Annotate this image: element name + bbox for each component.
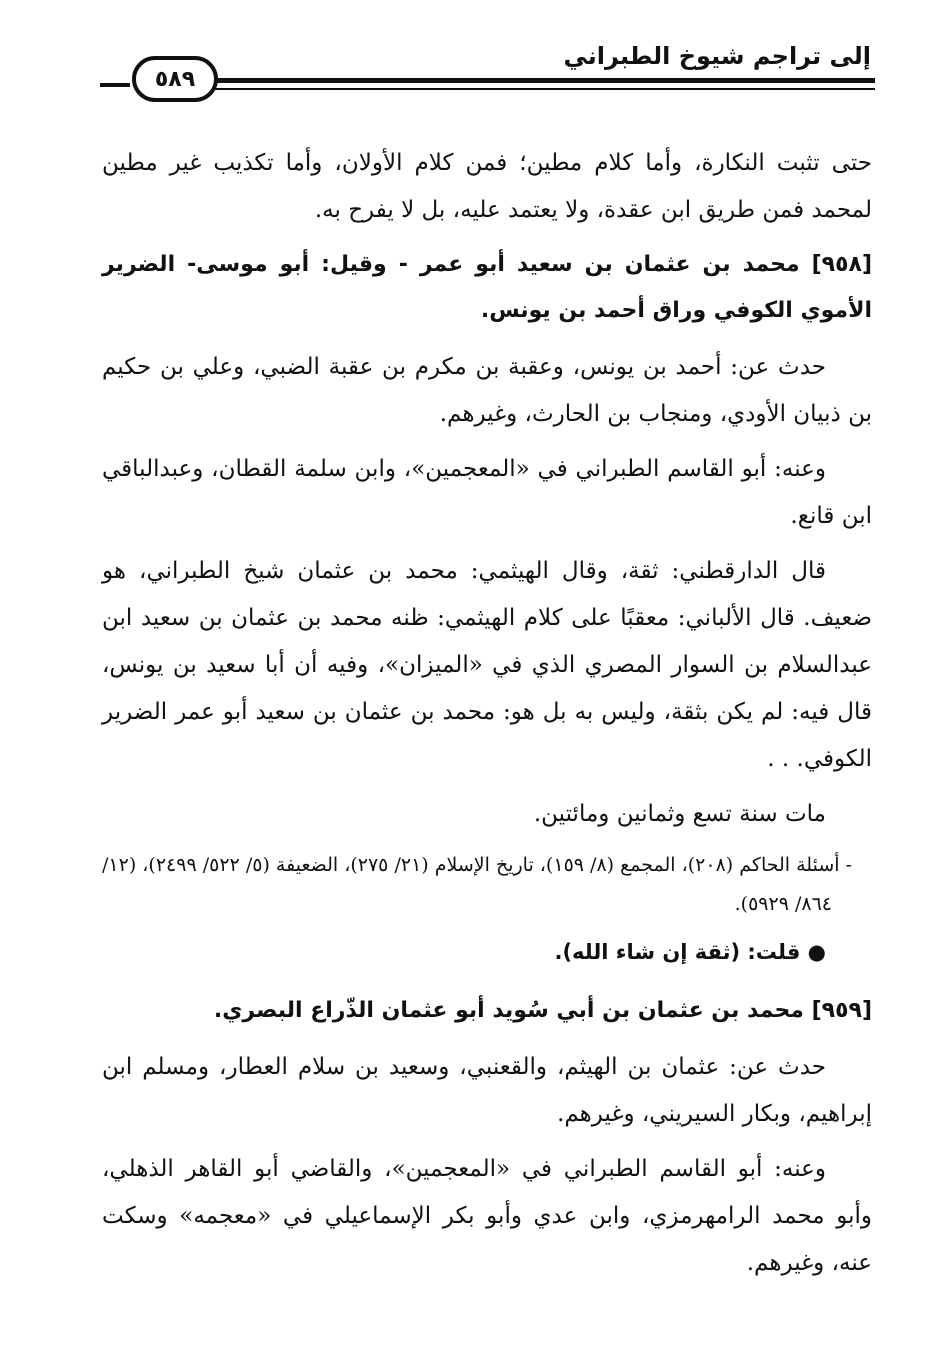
entry-959-narrators: وعنه: أبو القاسم الطبراني في «المعجمين»، والقاضي أبو القاهر الذهلي، وأبو محمد الرامهرمزي، وابن عدي وأبو بكر الإسماعيلي في «معجمه» وسكت عنه، وغيرهم.: [102, 1156, 872, 1276]
entry-958-death: مات سنة تسع وثمانين ومائتين.: [533, 801, 826, 827]
entry-958-verdict: ● قلت: (ثقة إن شاء الله).: [554, 940, 826, 964]
entry-958-grading: قال الدارقطني: ثقة، وقال الهيثمي: محمد بن عثمان شيخ الطبراني، هو ضعيف. قال الألباني: معقبًا على كلام الهيثمي: ظنه محمد بن عثمان بن سعيد ابن عبدالسلام بن السوار المصري الذي في «الميزان»، وفيه أن أبا سعيد بن يونس، قال فيه: لم يكن بثقة، وليس به بل هو: محمد بن عثمان بن سعيد أبو عمر الضرير الكوفي. . .: [102, 558, 872, 772]
entry-958-sources: - أسئلة الحاكم (٢٠٨)، المجمع (٨/ ١٥٩)، تاريخ الإسلام (٢١/ ٢٧٥)، الضعيفة (٥/ ٥٢٢/ ٢٤٩٩)، (١٢/ ٨٦٤/ ٥٩٢٩).: [102, 854, 852, 915]
header-rule-thick: [215, 78, 875, 83]
running-title: إلى تراجم شيوخ الطبراني: [563, 42, 871, 70]
entry-959-narrated-from: حدث عن: عثمان بن الهيثم، والقعنبي، وسعيد بن سلام العطار، ومسلم ابن إبراهيم، وبكار السيريني، وغيرهم.: [102, 1054, 872, 1127]
header-rule-thin: [215, 88, 875, 90]
paragraph-continuation: حتى تثبت النكارة، وأما كلام مطين؛ فمن كلام الأولان، وأما تكذيب غير مطين لمحمد فمن طريق ابن عقدة، ولا يعتمد عليه، بل لا يفرح به.: [102, 150, 872, 223]
page-header: [100, 38, 875, 108]
page-body: [102, 140, 872, 1295]
page-number: ٥٨٩: [132, 56, 218, 102]
entry-958-narrated-from: حدث عن: أحمد بن يونس، وعقبة بن مكرم بن عقبة الضبي، وعلي بن حكيم بن ذبيان الأودي، ومنجاب بن الحارث، وغيرهم.: [102, 354, 872, 427]
entry-958-title: [٩٥٨] محمد بن عثمان بن سعيد أبو عمر - وقيل: أبو موسى- الضرير الأموي الكوفي وراق أحمد بن يونس.: [102, 252, 872, 323]
entry-958-narrators: وعنه: أبو القاسم الطبراني في «المعجمين»، وابن سلمة القطان، وعبدالباقي ابن قانع.: [102, 456, 872, 529]
entry-959-title: [٩٥٩] محمد بن عثمان بن أبي سُويد أبو عثمان الذّراع البصري.: [213, 998, 872, 1023]
header-rule-left: [100, 83, 130, 87]
